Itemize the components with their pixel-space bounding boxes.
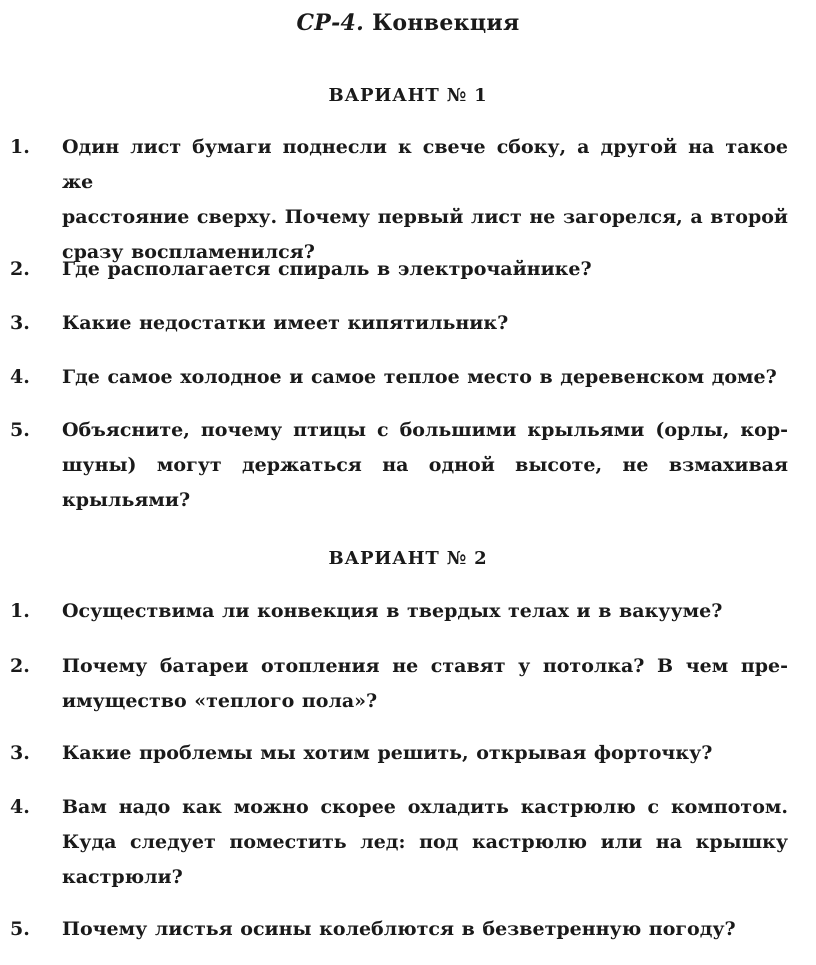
variant-1-heading: ВАРИАНТ № 1 <box>328 85 488 106</box>
question-line: Осуществима ли конвекция в твердых телах и в вакууме? <box>62 600 723 622</box>
variant-2-question-4 <box>10 790 788 895</box>
question-text <box>62 736 788 771</box>
question-line: Вам надо как можно скорее охладить кастрюлю с компотом. <box>62 796 788 818</box>
question-number: 4. <box>10 796 30 818</box>
worksheet-topic: Конвекция <box>372 10 520 36</box>
question-text <box>62 594 788 629</box>
question-line: сразу воспламенился? <box>62 241 315 263</box>
question-line: кастрюли? <box>62 866 183 888</box>
variant-1-question-5 <box>10 413 788 518</box>
variant-2-question-1 <box>10 594 788 629</box>
question-line: Какие недостатки имеет кипятильник? <box>62 312 509 334</box>
page-title <box>0 10 816 36</box>
question-text <box>62 649 788 719</box>
question-text <box>62 360 788 395</box>
variant-1-question-4 <box>10 360 788 395</box>
variant-2-question-5 <box>10 912 788 947</box>
question-number: 2. <box>10 655 30 677</box>
question-number: 1. <box>10 136 30 158</box>
question-line: Какие проблемы мы хотим решить, открывая форточку? <box>62 742 713 764</box>
variant-2-question-3 <box>10 736 788 771</box>
question-text <box>62 252 788 287</box>
variant-2-question-2 <box>10 649 788 719</box>
question-text <box>62 130 788 270</box>
question-text <box>62 413 788 518</box>
question-line: крыльями? <box>62 489 191 511</box>
question-line: расстояние сверху. Почему первый лист не загорелся, а второй <box>62 206 788 228</box>
question-number: 5. <box>10 419 30 441</box>
question-number: 3. <box>10 742 30 764</box>
question-line: Почему батареи отопления не ставят у потолка? В чем пре- <box>62 655 788 677</box>
question-text <box>62 790 788 895</box>
question-text <box>62 912 788 947</box>
question-line: Один лист бумаги поднесли к свече сбоку, а другой на такое же <box>62 136 788 193</box>
question-line: Где располагается спираль в электрочайнике? <box>62 258 592 280</box>
question-number: 2. <box>10 258 30 280</box>
question-line: Объясните, почему птицы с большими крыльями (орлы, кор- <box>62 419 788 441</box>
question-number: 4. <box>10 366 30 388</box>
variant-2-heading: ВАРИАНТ № 2 <box>328 548 488 569</box>
variant-1-question-2 <box>10 252 788 287</box>
question-line: имущество «теплого пола»? <box>62 690 378 712</box>
question-number: 3. <box>10 312 30 334</box>
variant-1-question-3 <box>10 306 788 341</box>
question-line: шуны) могут держаться на одной высоте, не взмахивая <box>62 454 788 476</box>
question-line: Где самое холодное и самое теплое место в деревенском доме? <box>62 366 777 388</box>
variant-1-question-1 <box>10 130 788 270</box>
worksheet-code: СР-4. <box>296 10 365 36</box>
question-line: Почему листья осины колеблются в безветренную погоду? <box>62 918 736 940</box>
question-number: 5. <box>10 918 30 940</box>
question-line: Куда следует поместить лед: под кастрюлю или на крышку <box>62 831 788 853</box>
question-text <box>62 306 788 341</box>
question-number: 1. <box>10 600 30 622</box>
